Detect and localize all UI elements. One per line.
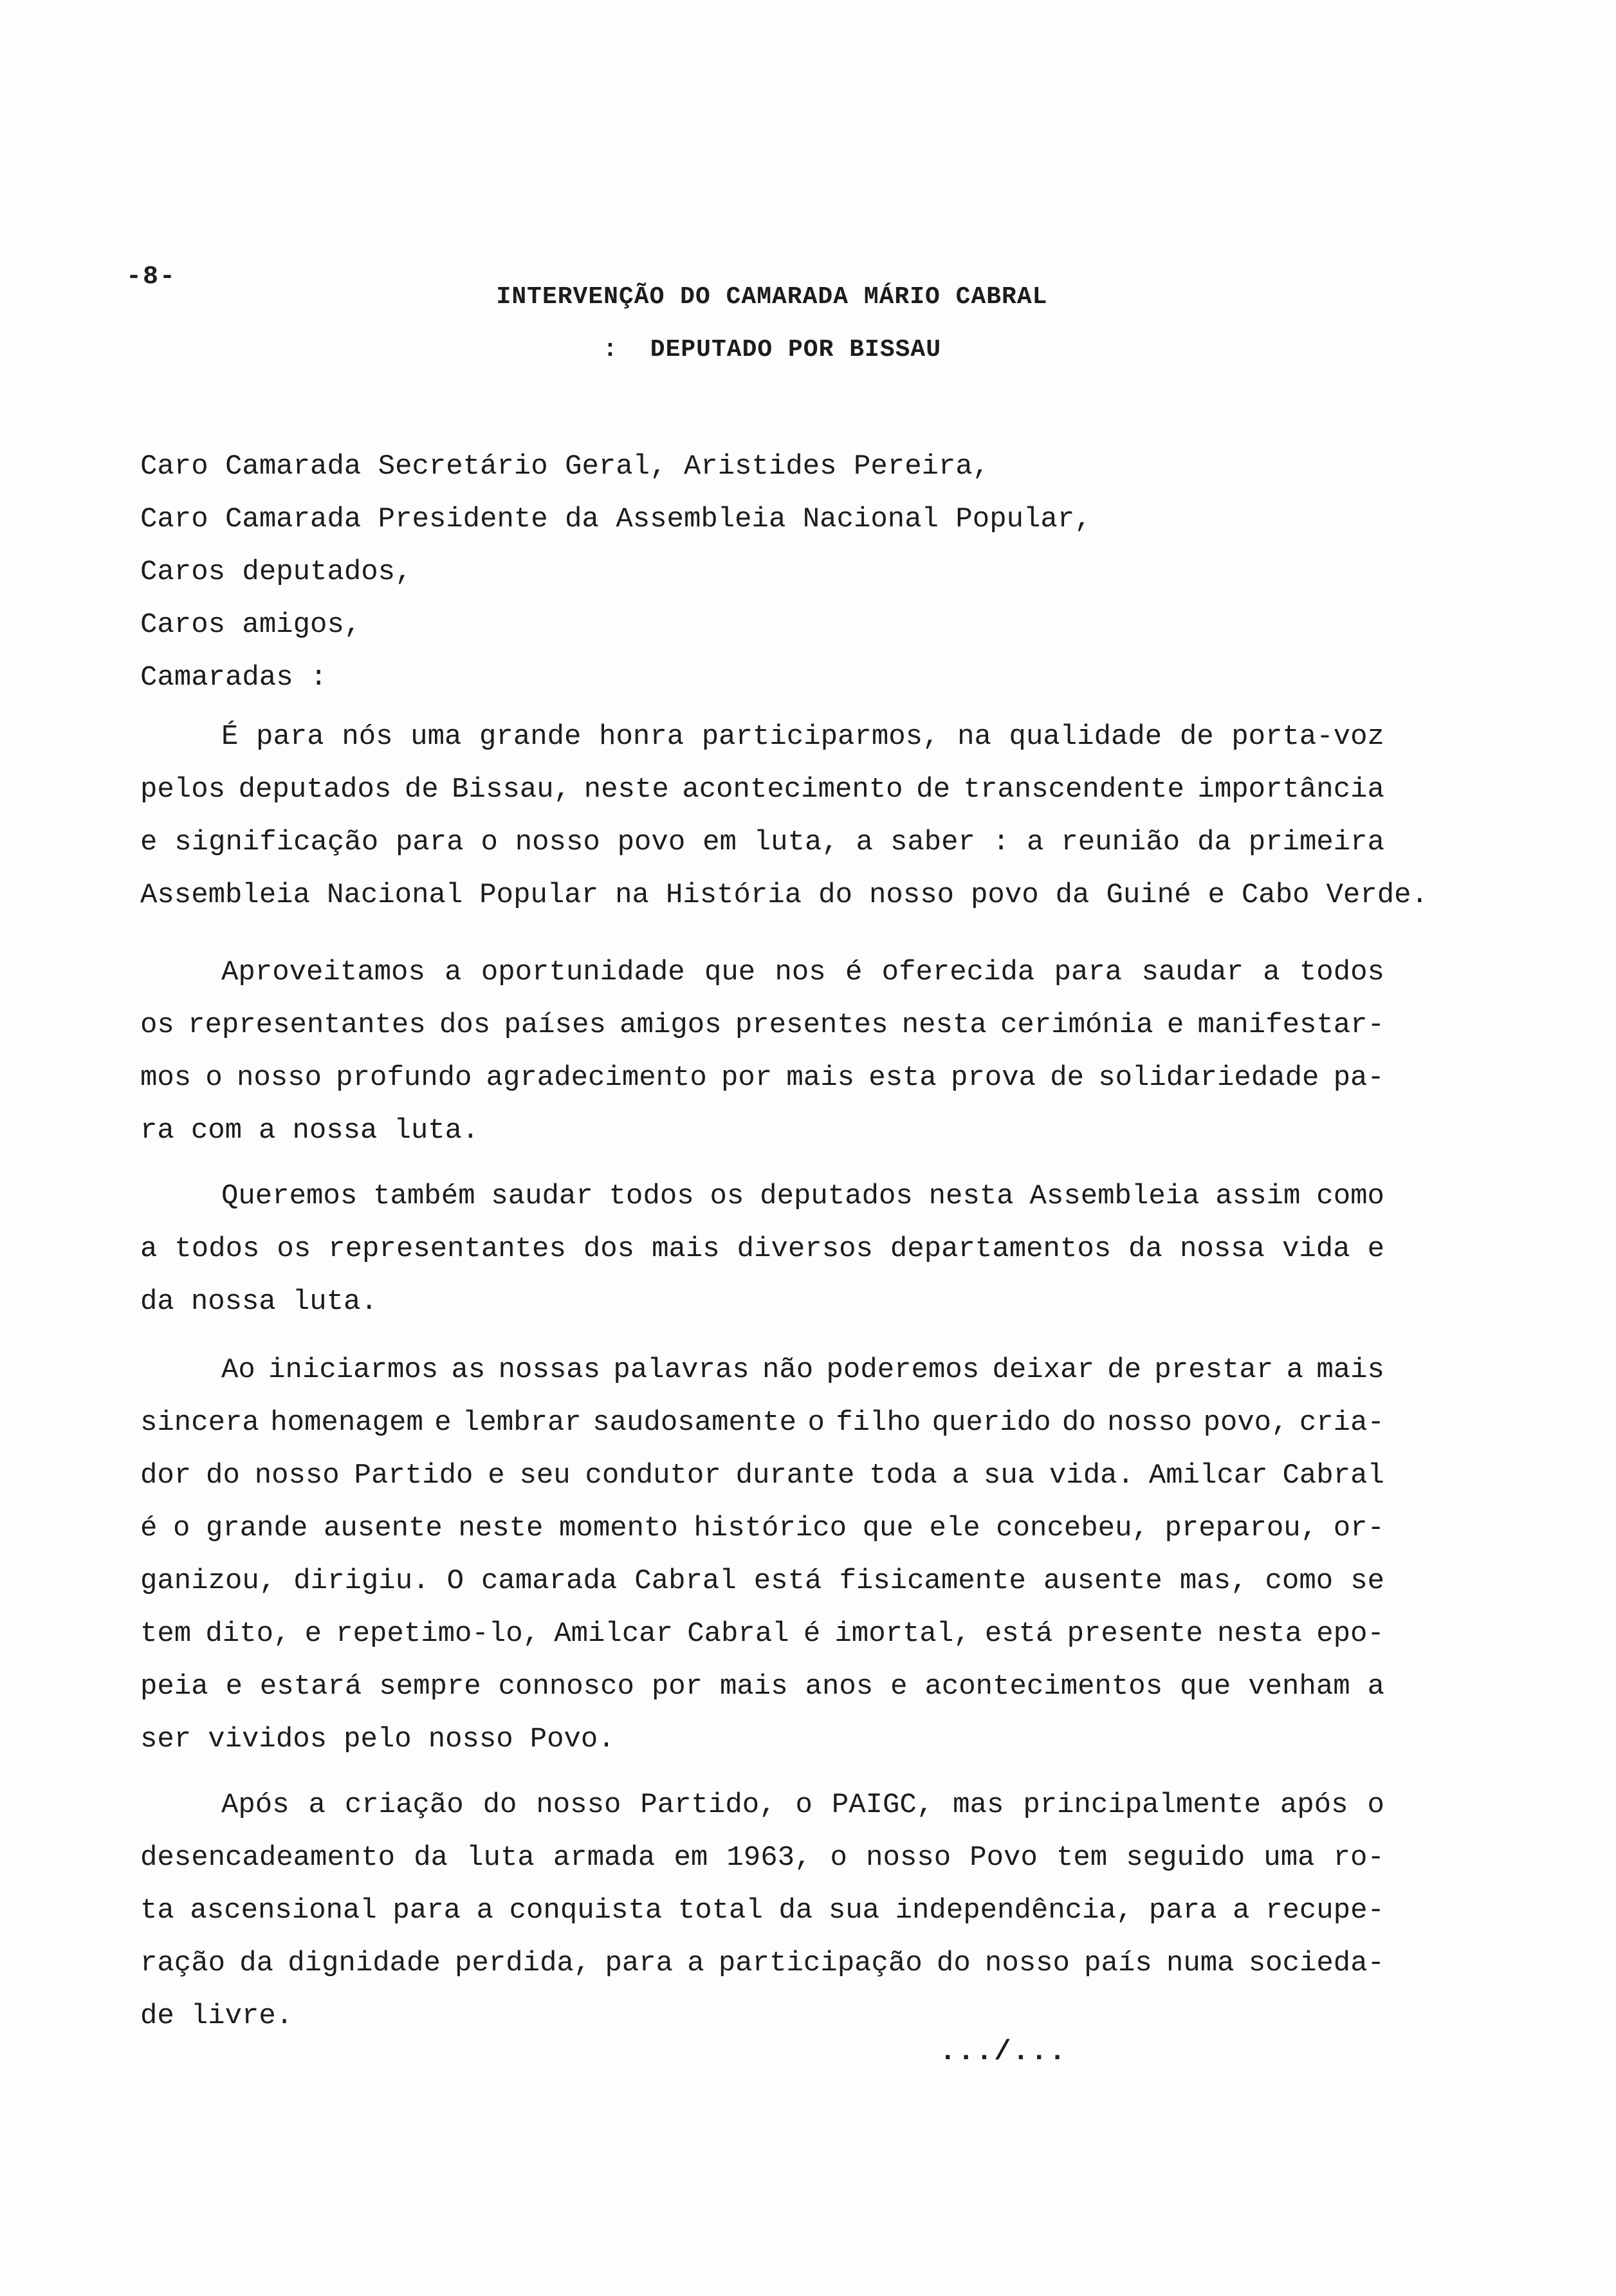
word: em: [702, 826, 737, 858]
word: para: [256, 721, 324, 753]
word: mais: [719, 1671, 788, 1703]
word: a: [1263, 956, 1280, 988]
word: ausente: [1043, 1565, 1162, 1597]
paragraph-line: [140, 1170, 1384, 1223]
word: Cabral: [1282, 1459, 1384, 1492]
word: primeira: [1248, 826, 1384, 858]
word: neste: [583, 773, 669, 806]
word: mais: [1316, 1354, 1384, 1386]
word: mais: [652, 1233, 720, 1265]
word: ser: [140, 1723, 192, 1755]
word: agradecimento: [486, 1062, 707, 1094]
paragraph: [140, 946, 1384, 1157]
word: está: [753, 1565, 822, 1597]
paragraph-line: [140, 816, 1384, 869]
word: esta: [868, 1062, 937, 1094]
salutation-line: Camaradas :: [140, 662, 327, 694]
word: que: [1180, 1671, 1231, 1703]
word: numa: [1166, 1947, 1235, 1979]
word: país: [1084, 1947, 1152, 1979]
page-number: -8-: [126, 263, 177, 292]
word: o: [795, 1789, 813, 1821]
word: dos: [583, 1233, 635, 1265]
continuation-mark: .../...: [939, 2036, 1067, 2068]
word: a: [1367, 1671, 1384, 1703]
word: da: [414, 1842, 448, 1874]
word: amigos: [620, 1009, 722, 1041]
paragraph-line: [140, 710, 1384, 763]
word: é: [803, 1618, 821, 1650]
word: pelo: [344, 1723, 412, 1755]
word: criação: [344, 1789, 464, 1821]
word: de: [1107, 1354, 1142, 1386]
word: manifestar-: [1197, 1009, 1384, 1041]
word: total: [677, 1894, 763, 1927]
word: vida.: [1049, 1459, 1134, 1492]
salutation-line: Caros deputados,: [140, 556, 412, 588]
subtitle-colon: :: [602, 336, 618, 364]
word: para: [1054, 956, 1123, 988]
word: iniciarmos: [268, 1354, 439, 1386]
word: para: [395, 826, 464, 858]
word: os: [140, 1009, 174, 1041]
word: Cabral: [634, 1565, 737, 1597]
word: saudosamente: [592, 1407, 797, 1439]
word: ascensional: [190, 1894, 377, 1927]
word: participação: [718, 1947, 923, 1979]
word: nosso: [515, 826, 600, 858]
word: nosso: [868, 879, 955, 911]
word: anos: [805, 1671, 874, 1703]
word: recupe-: [1265, 1894, 1384, 1927]
word: por: [651, 1671, 703, 1703]
word: mas: [953, 1789, 1004, 1821]
word: a: [1027, 826, 1044, 858]
paragraph-line: [140, 1831, 1384, 1884]
word: e: [1367, 1233, 1384, 1265]
paragraph-line: [140, 1990, 1384, 2042]
word: qualidade: [1009, 721, 1162, 753]
word: peia: [140, 1671, 208, 1703]
word: a: [1286, 1354, 1303, 1386]
word: homenagem: [270, 1407, 423, 1439]
word: :: [992, 826, 1010, 858]
word: saudar: [1141, 956, 1244, 988]
word: e: [890, 1671, 908, 1703]
word: histórico: [693, 1512, 847, 1544]
word: o: [481, 826, 498, 858]
word: presentes: [735, 1009, 888, 1041]
word: de: [916, 773, 950, 806]
word: se: [1350, 1565, 1384, 1597]
word: cria-: [1299, 1407, 1384, 1439]
word: dirigiu.: [293, 1565, 430, 1597]
word: Queremos: [221, 1180, 358, 1212]
document-title: INTERVENÇÃO DO CAMARADA MÁRIO CABRAL: [496, 283, 1048, 311]
word: a: [140, 1233, 158, 1265]
word: nosso: [428, 1723, 513, 1755]
word: estará: [259, 1671, 362, 1703]
paragraph-line: [140, 1223, 1384, 1275]
word: filho: [836, 1407, 921, 1439]
word: Aproveitamos: [221, 956, 425, 988]
word: luta: [466, 1842, 535, 1874]
word: representantes: [188, 1009, 426, 1041]
paragraph-line: [140, 1607, 1384, 1660]
word: Após: [221, 1789, 289, 1821]
word: assim: [1215, 1180, 1301, 1212]
word: nossa: [292, 1115, 378, 1147]
word: Assembleia: [140, 879, 311, 911]
word: Amilcar: [1148, 1459, 1268, 1492]
word: prova: [951, 1062, 1036, 1094]
word: repetimo-lo,: [336, 1618, 540, 1650]
word: para: [392, 1894, 461, 1927]
word: povo,: [1203, 1407, 1289, 1439]
word: dos: [439, 1009, 491, 1041]
subtitle-text: DEPUTADO POR BISSAU: [650, 336, 942, 364]
word: prestar: [1154, 1354, 1274, 1386]
word: do: [936, 1947, 971, 1979]
word: presente: [1067, 1618, 1203, 1650]
word: deputados: [760, 1180, 913, 1212]
word: principalmente: [1023, 1789, 1261, 1821]
paragraph-line: [140, 869, 1428, 921]
word: diversos: [737, 1233, 873, 1265]
word: acontecimentos: [924, 1671, 1163, 1703]
word: do: [482, 1789, 517, 1821]
word: camarada: [481, 1565, 618, 1597]
word: fisicamente: [839, 1565, 1026, 1597]
word: Cabral: [687, 1618, 789, 1650]
word: de: [404, 773, 439, 806]
word: o: [1367, 1789, 1384, 1821]
word: a: [259, 1115, 276, 1147]
word: nesta: [901, 1009, 987, 1041]
word: do: [206, 1459, 240, 1492]
word: epo-: [1316, 1618, 1384, 1650]
word: por: [721, 1062, 773, 1094]
paragraph-line: [140, 946, 1384, 999]
word: nossa: [1179, 1233, 1265, 1265]
paragraph-line: [140, 1344, 1384, 1396]
word: nossas: [498, 1354, 601, 1386]
paragraph: [140, 710, 1428, 921]
salutation-line: Caros amigos,: [140, 609, 362, 641]
word: nosso: [536, 1789, 621, 1821]
word: independência,: [895, 1894, 1134, 1927]
word: todos: [174, 1233, 260, 1265]
word: or-: [1333, 1512, 1384, 1544]
word: povo: [617, 826, 686, 858]
word: é: [140, 1512, 158, 1544]
word: todos: [1299, 956, 1384, 988]
word: Povo.: [529, 1723, 615, 1755]
word: da: [239, 1947, 274, 1979]
word: nos: [775, 956, 826, 988]
word: transcendente: [963, 773, 1184, 806]
word: todos: [609, 1180, 694, 1212]
word: a: [308, 1789, 326, 1821]
paragraph-line: [140, 1555, 1384, 1607]
word: concebeu,: [996, 1512, 1149, 1544]
word: a: [856, 826, 874, 858]
paragraph-line: [140, 1779, 1384, 1831]
word: mas,: [1179, 1565, 1248, 1597]
word: pelos: [140, 773, 226, 806]
word: Amilcar: [554, 1618, 674, 1650]
word: seguido: [1126, 1842, 1245, 1874]
word: seu: [519, 1459, 571, 1492]
word: PAIGC,: [831, 1789, 934, 1821]
word: sincera: [140, 1407, 259, 1439]
word: deputados: [238, 773, 392, 806]
word: e: [140, 826, 158, 858]
word: o: [830, 1842, 847, 1874]
salutation-line: Caro Camarada Presidente da Assembleia Nacional Popular,: [140, 503, 1092, 535]
word: que: [862, 1512, 914, 1544]
word: que: [704, 956, 756, 988]
paragraph-line: [140, 1713, 1384, 1766]
paragraph-line: [140, 763, 1384, 816]
word: livre.: [190, 2000, 293, 2032]
word: tem: [140, 1618, 192, 1650]
word: dor: [140, 1459, 192, 1492]
word: profundo: [336, 1062, 472, 1094]
word: luta.: [292, 1286, 378, 1318]
paragraph-line: [140, 1396, 1384, 1449]
word: deixar: [992, 1354, 1094, 1386]
word: as: [451, 1354, 486, 1386]
word: dignidade: [288, 1947, 441, 1979]
word: porta-voz: [1231, 721, 1384, 753]
word: na: [957, 721, 991, 753]
paragraph-line: [140, 1502, 1384, 1555]
word: Partido,: [640, 1789, 776, 1821]
word: de: [1050, 1062, 1085, 1094]
word: como: [1265, 1565, 1334, 1597]
paragraph-line: [140, 1884, 1384, 1937]
word: palavras: [613, 1354, 749, 1386]
word: países: [504, 1009, 606, 1041]
word: importância: [1197, 773, 1384, 806]
word: querido: [932, 1407, 1051, 1439]
word: grande: [479, 721, 582, 753]
word: uma: [410, 721, 462, 753]
word: desencadeamento: [140, 1842, 396, 1874]
paragraph-line: [140, 1449, 1384, 1502]
word: ro-: [1333, 1842, 1384, 1874]
word: sua: [983, 1459, 1035, 1492]
word: nós: [342, 721, 393, 753]
word: também: [373, 1180, 475, 1212]
word: Verde.: [1326, 879, 1428, 911]
paragraph-line: [140, 1051, 1384, 1104]
word: Bissau,: [452, 773, 571, 806]
word: Popular: [479, 879, 599, 911]
word: significação: [174, 826, 379, 858]
word: da: [1197, 826, 1231, 858]
word: para: [1148, 1894, 1217, 1927]
word: a: [476, 1894, 494, 1927]
word: após: [1280, 1789, 1348, 1821]
word: acontecimento: [682, 773, 903, 806]
word: como: [1316, 1180, 1384, 1212]
word: ele: [929, 1512, 980, 1544]
word: nesta: [928, 1180, 1014, 1212]
word: e: [225, 1671, 243, 1703]
word: O: [446, 1565, 464, 1597]
word: o: [205, 1062, 223, 1094]
word: de: [1179, 721, 1214, 753]
word: É: [221, 721, 239, 753]
word: lembrar: [463, 1407, 582, 1439]
word: tem: [1056, 1842, 1108, 1874]
word: e: [304, 1618, 322, 1650]
word: Povo: [969, 1842, 1038, 1874]
word: e: [1207, 879, 1225, 911]
paragraph-line: [140, 1275, 1384, 1328]
word: durante: [735, 1459, 855, 1492]
word: os: [710, 1180, 744, 1212]
word: nossa: [190, 1286, 276, 1318]
word: ração: [140, 1947, 226, 1979]
word: nosso: [1107, 1407, 1193, 1439]
paragraph-line: [140, 1660, 1384, 1713]
word: imortal,: [834, 1618, 971, 1650]
word: cerimónia: [1000, 1009, 1153, 1041]
word: do: [1061, 1407, 1096, 1439]
word: preparou,: [1164, 1512, 1318, 1544]
word: História: [665, 879, 802, 911]
word: o: [172, 1512, 190, 1544]
salutation-block: [140, 440, 1092, 704]
word: nosso: [866, 1842, 951, 1874]
word: pa-: [1333, 1062, 1384, 1094]
word: conquista: [509, 1894, 663, 1927]
document-subtitle: [257, 336, 1287, 364]
word: e: [434, 1407, 452, 1439]
word: dito,: [205, 1618, 291, 1650]
word: a: [445, 956, 462, 988]
paragraph-line: [140, 1937, 1384, 1990]
word: o: [807, 1407, 825, 1439]
word: oferecida: [881, 956, 1035, 988]
word: mais: [786, 1062, 855, 1094]
word: Partido: [354, 1459, 473, 1492]
word: reunião: [1061, 826, 1180, 858]
word: Guiné: [1106, 879, 1191, 911]
word: Cabo: [1241, 879, 1310, 911]
word: da: [1128, 1233, 1162, 1265]
word: sua: [828, 1894, 880, 1927]
word: da: [140, 1286, 174, 1318]
word: Nacional: [327, 879, 463, 911]
word: do: [818, 879, 852, 911]
word: honra: [599, 721, 684, 753]
word: ta: [140, 1894, 174, 1927]
word: poderemos: [826, 1354, 980, 1386]
word: sempre: [379, 1671, 481, 1703]
word: com: [190, 1115, 243, 1147]
word: para: [605, 1947, 674, 1979]
word: 1963,: [726, 1842, 812, 1874]
paragraph-line: [140, 1104, 1384, 1157]
word: nosso: [254, 1459, 340, 1492]
word: solidariedade: [1098, 1062, 1319, 1094]
word: os: [277, 1233, 311, 1265]
word: luta.: [394, 1115, 479, 1147]
word: venham: [1248, 1671, 1350, 1703]
word: e: [488, 1459, 505, 1492]
word: departamentos: [890, 1233, 1112, 1265]
word: a: [687, 1947, 704, 1979]
paragraph: [140, 1170, 1384, 1328]
word: ausente: [323, 1512, 443, 1544]
word: Ao: [221, 1354, 255, 1386]
word: saber: [890, 826, 975, 858]
word: ganizou,: [140, 1565, 277, 1597]
paragraph: [140, 1779, 1384, 2042]
paragraph-line: [140, 999, 1384, 1051]
word: perdida,: [455, 1947, 591, 1979]
word: a: [951, 1459, 969, 1492]
word: em: [674, 1842, 708, 1874]
word: mos: [140, 1062, 192, 1094]
word: é: [845, 956, 863, 988]
word: da: [778, 1894, 813, 1927]
word: de: [140, 2000, 174, 2032]
word: armada: [553, 1842, 656, 1874]
word: não: [762, 1354, 814, 1386]
word: neste: [458, 1512, 544, 1544]
word: está: [984, 1618, 1053, 1650]
word: momento: [559, 1512, 678, 1544]
word: povo: [971, 879, 1039, 911]
word: ra: [140, 1115, 174, 1147]
word: grande: [205, 1512, 308, 1544]
word: toda: [869, 1459, 937, 1492]
paragraph: [140, 1344, 1384, 1766]
word: e: [1166, 1009, 1184, 1041]
word: saudar: [491, 1180, 593, 1212]
word: luta,: [753, 826, 839, 858]
word: connosco: [498, 1671, 634, 1703]
word: da: [1055, 879, 1090, 911]
word: socieda-: [1248, 1947, 1384, 1979]
word: na: [615, 879, 649, 911]
word: vividos: [208, 1723, 327, 1755]
word: nosso: [984, 1947, 1070, 1979]
word: representantes: [328, 1233, 566, 1265]
word: Assembleia: [1029, 1180, 1200, 1212]
word: uma: [1263, 1842, 1315, 1874]
word: participarmos,: [701, 721, 940, 753]
salutation-line: Caro Camarada Secretário Geral, Aristides Pereira,: [140, 450, 990, 483]
word: vida: [1281, 1233, 1350, 1265]
word: condutor: [585, 1459, 721, 1492]
word: a: [1233, 1894, 1250, 1927]
word: nosso: [236, 1062, 322, 1094]
word: oportunidade: [481, 956, 685, 988]
word: nesta: [1217, 1618, 1303, 1650]
